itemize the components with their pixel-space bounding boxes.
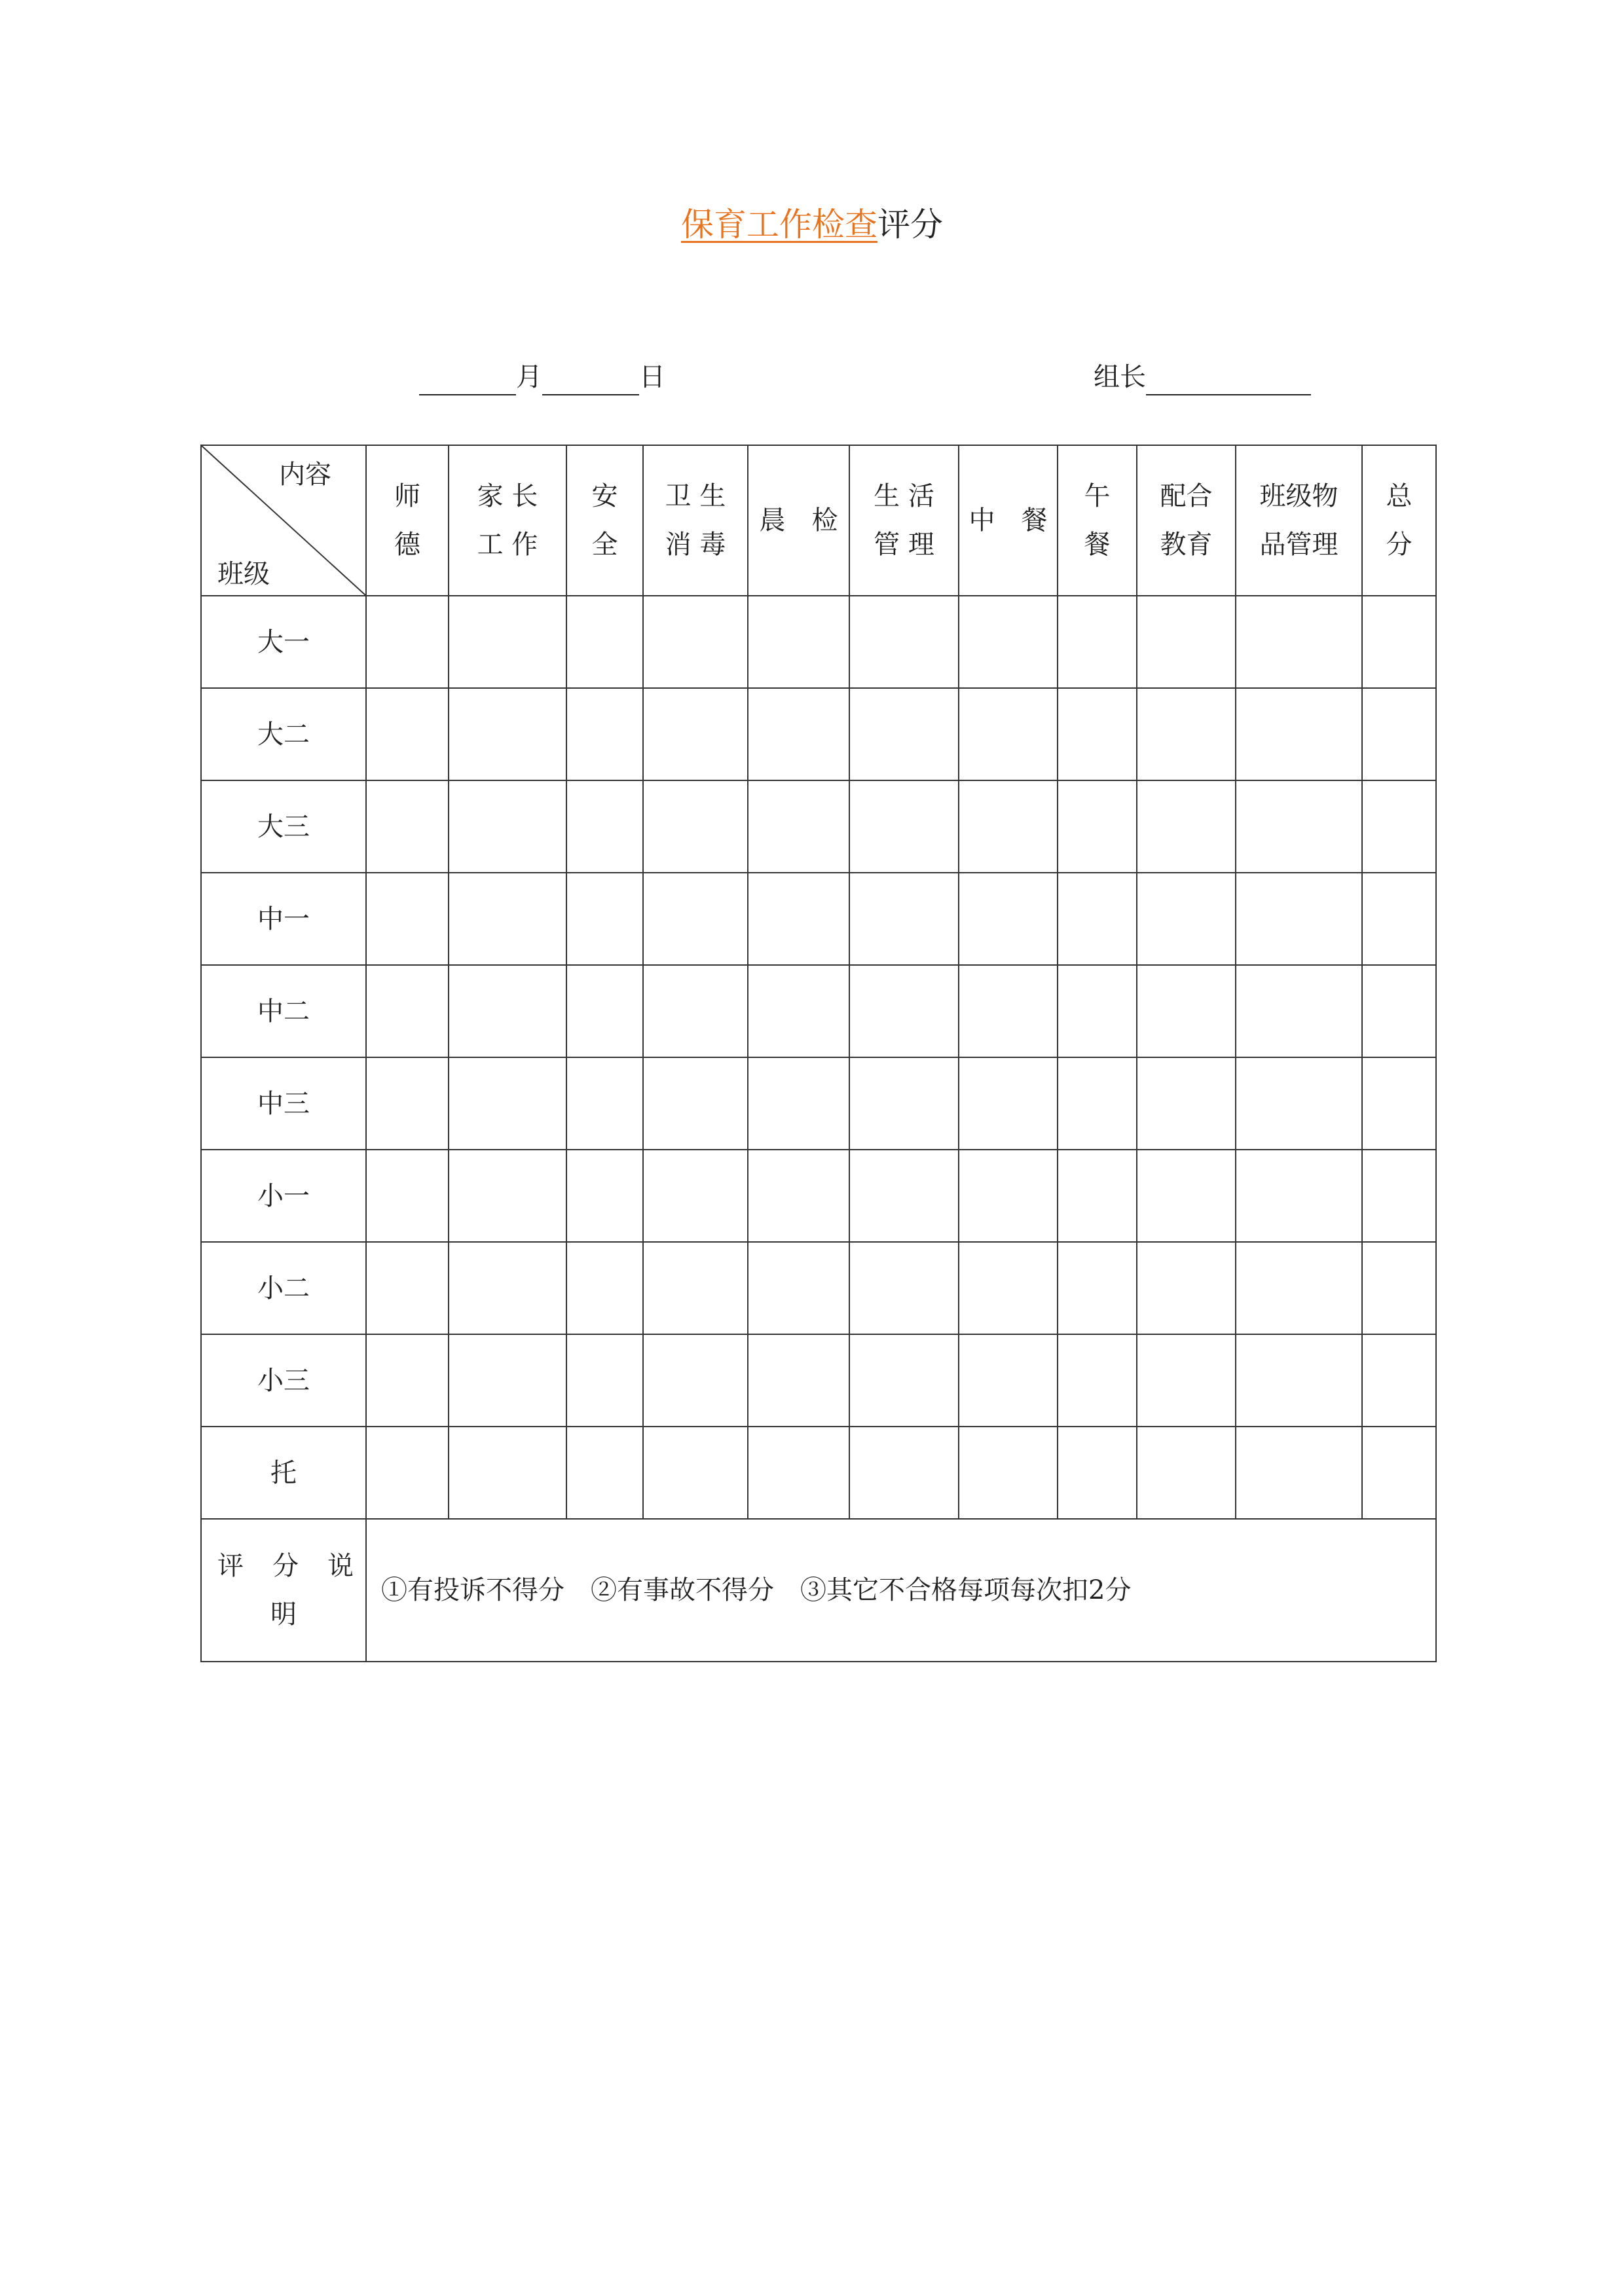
score-cell[interactable] (1362, 1150, 1436, 1242)
scoring-note-label (201, 1519, 366, 1662)
score-cell[interactable] (643, 1334, 748, 1427)
score-cell[interactable] (643, 688, 748, 780)
score-cell[interactable] (1236, 1242, 1362, 1334)
corner-label-content: 内容 (279, 460, 331, 490)
score-cell[interactable] (748, 1150, 849, 1242)
table-row (201, 873, 1436, 965)
class-label-cell: 小二 (201, 1242, 366, 1334)
score-cell[interactable] (449, 688, 566, 780)
score-cell[interactable] (1236, 1057, 1362, 1150)
score-cell[interactable] (748, 596, 849, 688)
header-row (201, 445, 1436, 596)
score-cell[interactable] (566, 1242, 643, 1334)
score-cell[interactable] (566, 965, 643, 1057)
score-cell[interactable] (366, 596, 449, 688)
score-cell[interactable] (1362, 688, 1436, 780)
score-cell[interactable] (1362, 596, 1436, 688)
score-cell[interactable] (1137, 596, 1236, 688)
score-cell[interactable] (849, 688, 959, 780)
table-row (201, 1427, 1436, 1519)
score-cell[interactable] (643, 1150, 748, 1242)
column-header-7 (1058, 445, 1137, 596)
score-cell[interactable] (1137, 873, 1236, 965)
column-header-5 (849, 445, 959, 596)
class-label-cell: 大一 (201, 596, 366, 688)
score-cell[interactable] (849, 1057, 959, 1150)
day-label: 日 (639, 362, 665, 392)
class-label-cell: 托 (201, 1427, 366, 1519)
score-cell[interactable] (959, 1242, 1058, 1334)
score-cell[interactable] (643, 1242, 748, 1334)
score-cell[interactable] (1236, 780, 1362, 873)
score-cell[interactable] (1058, 1057, 1137, 1150)
score-cell[interactable] (366, 1150, 449, 1242)
score-cell[interactable] (1058, 873, 1137, 965)
score-cell[interactable] (366, 1334, 449, 1427)
score-cell[interactable] (849, 596, 959, 688)
score-cell[interactable] (566, 1057, 643, 1150)
score-cell[interactable] (643, 596, 748, 688)
score-cell[interactable] (449, 1057, 566, 1150)
column-header-line: 配合 (1160, 481, 1213, 511)
score-cell[interactable] (748, 873, 849, 965)
scoring-note-label-line1 (202, 1542, 365, 1590)
score-cell[interactable] (1362, 873, 1436, 965)
score-cell[interactable] (1058, 1334, 1137, 1427)
score-cell[interactable] (449, 965, 566, 1057)
score-cell[interactable] (959, 780, 1058, 873)
score-cell[interactable] (849, 1242, 959, 1334)
class-label-cell: 中二 (201, 965, 366, 1057)
score-cell[interactable] (566, 596, 643, 688)
title-link[interactable]: 保育工作检查 (681, 206, 877, 244)
table-row (201, 780, 1436, 873)
column-header-1 (449, 445, 566, 596)
document-title (0, 202, 1624, 247)
score-cell[interactable] (449, 596, 566, 688)
column-header-8 (1137, 445, 1236, 596)
column-header-line: 分 (1386, 530, 1412, 560)
score-cell[interactable] (643, 1427, 748, 1519)
column-header-0 (366, 445, 449, 596)
scoring-note-label-char: 评 (217, 1551, 244, 1581)
score-cell[interactable] (1236, 688, 1362, 780)
scoring-note-row (201, 1519, 1436, 1662)
score-cell[interactable] (959, 1150, 1058, 1242)
column-header-line: 品管理 (1259, 530, 1338, 560)
score-cell[interactable] (1058, 780, 1137, 873)
column-header-line: 餐 (1084, 530, 1111, 560)
score-cell[interactable] (1236, 1334, 1362, 1427)
table-row (201, 1150, 1436, 1242)
column-header-line: 消 毒 (665, 530, 726, 560)
column-header-4 (748, 445, 849, 596)
column-header-line: 生 活 (874, 481, 934, 511)
date-line (419, 359, 665, 395)
score-cell[interactable] (1362, 1427, 1436, 1519)
score-cell[interactable] (449, 780, 566, 873)
score-cell[interactable] (449, 1242, 566, 1334)
column-header-9 (1236, 445, 1362, 596)
score-cell[interactable] (748, 688, 849, 780)
score-cell[interactable] (849, 1334, 959, 1427)
column-header-line: 晨 检 (759, 505, 838, 536)
day-blank[interactable] (542, 365, 639, 395)
score-cell[interactable] (748, 780, 849, 873)
column-header-line: 午 (1084, 481, 1111, 511)
column-header-2 (566, 445, 643, 596)
title-rest: 评分 (877, 206, 943, 244)
score-cell[interactable] (1137, 1427, 1236, 1519)
score-cell[interactable] (366, 873, 449, 965)
score-cell[interactable] (643, 873, 748, 965)
inspection-table (200, 445, 1437, 1662)
score-cell[interactable] (1058, 965, 1137, 1057)
score-cell[interactable] (849, 965, 959, 1057)
score-cell[interactable] (1058, 688, 1137, 780)
score-cell[interactable] (1362, 965, 1436, 1057)
score-cell[interactable] (566, 688, 643, 780)
column-header-3 (643, 445, 748, 596)
score-cell[interactable] (1058, 1427, 1137, 1519)
score-cell[interactable] (643, 965, 748, 1057)
score-cell[interactable] (366, 780, 449, 873)
score-cell[interactable] (1236, 965, 1362, 1057)
score-cell[interactable] (1058, 1242, 1137, 1334)
class-label-cell: 小三 (201, 1334, 366, 1427)
score-cell[interactable] (366, 965, 449, 1057)
score-cell[interactable] (959, 596, 1058, 688)
score-cell[interactable] (1137, 688, 1236, 780)
score-cell[interactable] (959, 1334, 1058, 1427)
score-cell[interactable] (1137, 1242, 1236, 1334)
column-header-line: 中 餐 (969, 505, 1048, 536)
score-cell[interactable] (748, 1334, 849, 1427)
column-header-line: 总 (1386, 481, 1412, 511)
leader-blank[interactable] (1146, 365, 1311, 395)
score-cell[interactable] (366, 1242, 449, 1334)
scoring-note-text: ①有投诉不得分 ②有事故不得分 ③其它不合格每项每次扣2分 (366, 1519, 1436, 1662)
score-cell[interactable] (1236, 1427, 1362, 1519)
score-cell[interactable] (1236, 873, 1362, 965)
score-cell[interactable] (748, 1057, 849, 1150)
score-cell[interactable] (1137, 1334, 1236, 1427)
score-cell[interactable] (566, 780, 643, 873)
corner-header-cell (201, 445, 366, 596)
score-cell[interactable] (849, 1150, 959, 1242)
score-cell[interactable] (366, 688, 449, 780)
score-cell[interactable] (1236, 596, 1362, 688)
leader-line (1094, 359, 1311, 395)
column-header-line: 工 作 (477, 530, 538, 560)
class-label-cell: 中一 (201, 873, 366, 965)
scoring-note-label-line2: 明 (270, 1599, 297, 1630)
score-cell[interactable] (449, 1334, 566, 1427)
scoring-note-label-char: 说 (327, 1551, 354, 1581)
month-label: 月 (516, 362, 542, 392)
column-header-line: 德 (394, 530, 420, 560)
score-cell[interactable] (849, 873, 959, 965)
score-cell[interactable] (566, 1334, 643, 1427)
score-cell[interactable] (959, 1427, 1058, 1519)
table-row (201, 1242, 1436, 1334)
score-cell[interactable] (566, 873, 643, 965)
score-cell[interactable] (748, 1427, 849, 1519)
column-header-line: 管 理 (874, 530, 934, 560)
score-cell[interactable] (1137, 965, 1236, 1057)
score-cell[interactable] (366, 1057, 449, 1150)
column-header-line: 安 (591, 481, 618, 511)
column-header-6 (959, 445, 1058, 596)
scoring-note-label-char: 分 (272, 1551, 299, 1581)
score-cell[interactable] (748, 1242, 849, 1334)
column-header-line: 全 (591, 530, 618, 560)
score-cell[interactable] (849, 780, 959, 873)
score-cell[interactable] (1137, 1057, 1236, 1150)
score-cell[interactable] (959, 688, 1058, 780)
column-header-line: 班级物 (1259, 481, 1338, 511)
class-label-cell: 小一 (201, 1150, 366, 1242)
table-row (201, 1334, 1436, 1427)
score-cell[interactable] (1236, 1150, 1362, 1242)
column-header-10 (1362, 445, 1436, 596)
month-blank[interactable] (419, 365, 516, 395)
score-cell[interactable] (1362, 1057, 1436, 1150)
score-cell[interactable] (959, 873, 1058, 965)
score-cell[interactable] (1362, 780, 1436, 873)
table-row (201, 1057, 1436, 1150)
column-header-line: 家 长 (477, 481, 538, 511)
column-header-line: 卫 生 (665, 481, 726, 511)
table-row (201, 965, 1436, 1057)
table-row (201, 688, 1436, 780)
score-cell[interactable] (959, 965, 1058, 1057)
class-label-cell: 大二 (201, 688, 366, 780)
score-cell[interactable] (1362, 1334, 1436, 1427)
table-row (201, 596, 1436, 688)
score-cell[interactable] (748, 965, 849, 1057)
score-cell[interactable] (1137, 780, 1236, 873)
score-cell[interactable] (566, 1150, 643, 1242)
class-label-cell: 大三 (201, 780, 366, 873)
score-cell[interactable] (849, 1427, 959, 1519)
score-cell[interactable] (449, 1427, 566, 1519)
score-cell[interactable] (643, 1057, 748, 1150)
column-header-line: 师 (394, 481, 420, 511)
score-cell[interactable] (566, 1427, 643, 1519)
score-cell[interactable] (449, 1150, 566, 1242)
score-cell[interactable] (1058, 1150, 1137, 1242)
score-cell[interactable] (449, 873, 566, 965)
class-label-cell: 中三 (201, 1057, 366, 1150)
score-cell[interactable] (1058, 596, 1137, 688)
corner-label-class: 班级 (217, 559, 270, 589)
score-cell[interactable] (1362, 1242, 1436, 1334)
score-cell[interactable] (643, 780, 748, 873)
leader-label: 组长 (1094, 362, 1146, 392)
score-cell[interactable] (959, 1057, 1058, 1150)
score-cell[interactable] (366, 1427, 449, 1519)
column-header-line: 教育 (1160, 530, 1213, 560)
score-cell[interactable] (1137, 1150, 1236, 1242)
